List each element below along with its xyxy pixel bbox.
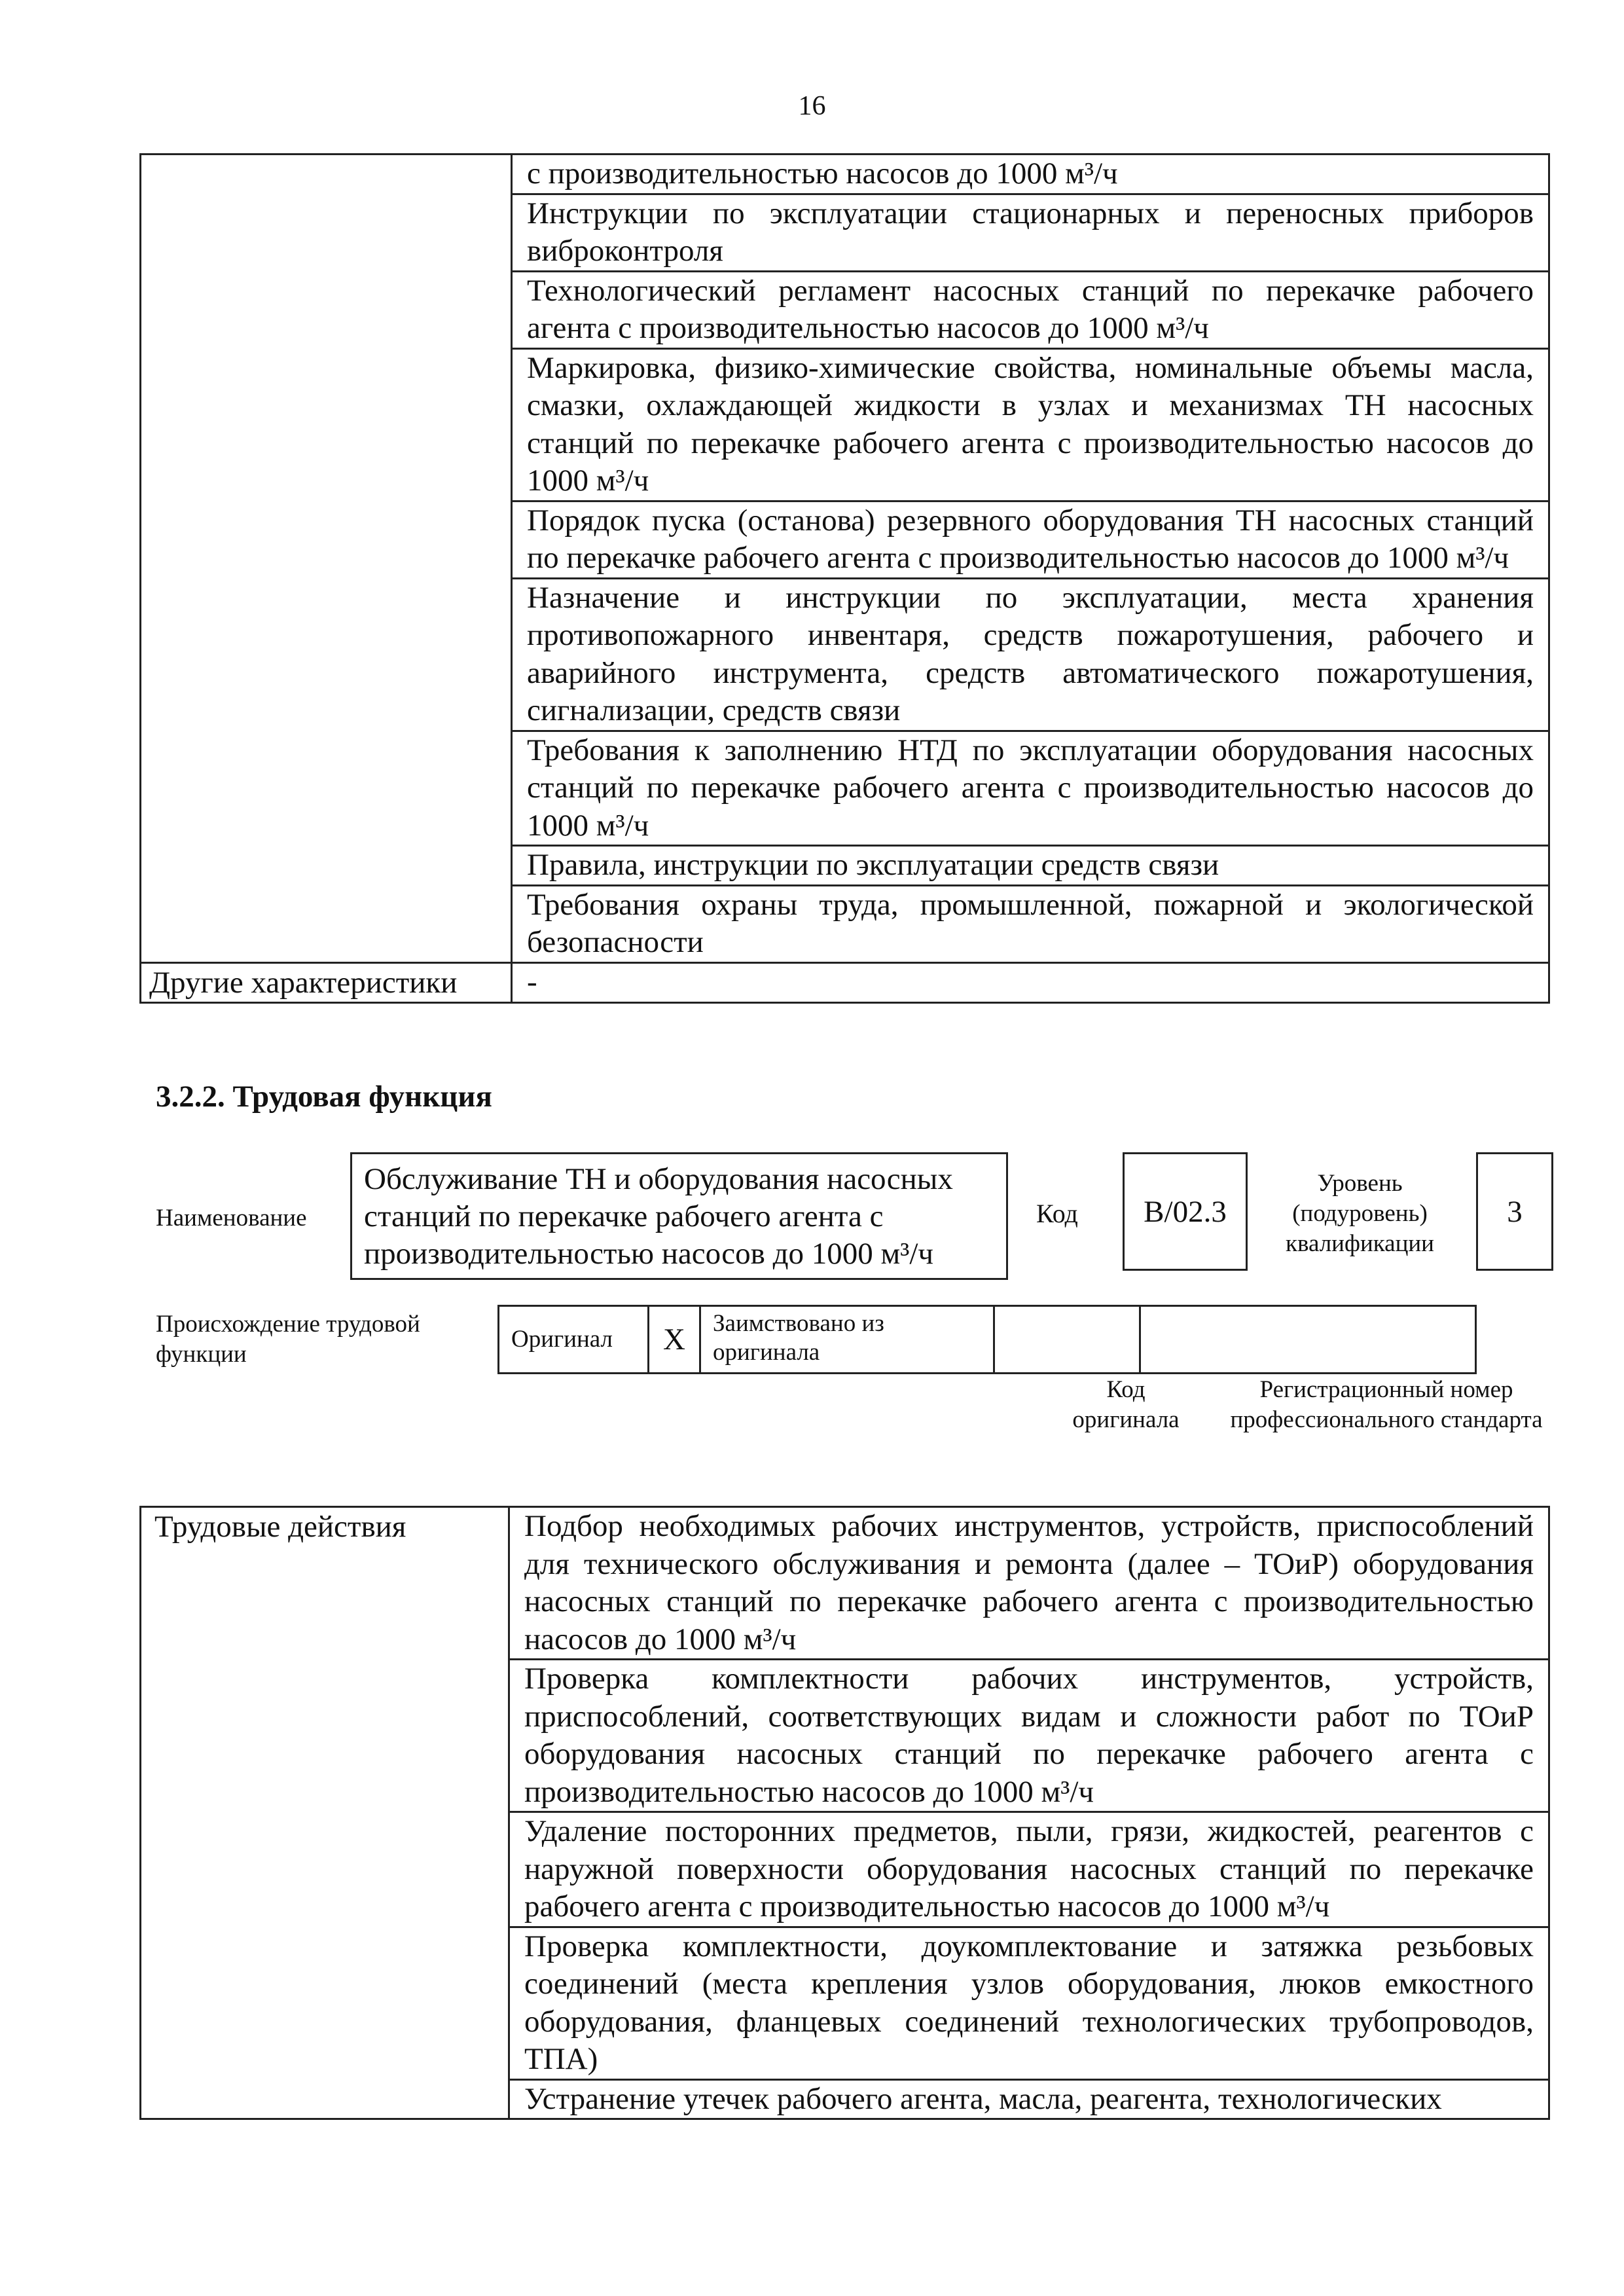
name-label: Наименование <box>156 1205 307 1231</box>
table-cell: Требования к заполнению НТД по эксплуатации оборудования насосных станций по перекачке рабочего агента с производительностью насосов до 1000 м³/ч <box>512 731 1549 846</box>
table-cell: Проверка комплектности рабочих инструментов, устройств, приспособлений, соответствующих видам и сложности работ по ТОиР оборудования насосных станций по перекачке рабочего агента с производительностью насосов до 1000 м³/ч <box>509 1660 1549 1812</box>
table-cell: Маркировка, физико-химические свойства, номинальные объемы масла, смазки, охлаждающей жидкости в узлах и механизмах ТН насосных станций по перекачке рабочего агента с производительностью насосов до 1000 м³/ч <box>512 348 1549 501</box>
registration-number-caption: Регистрационный номер профессионального стандарта <box>1230 1376 1543 1433</box>
table-cell: Удаление посторонних предметов, пыли, грязи, жидкостей, реагентов с наружной поверхности оборудования насосных станций по перекачке рабочего агента с производительностью насосов до 1000 м³/ч <box>509 1812 1549 1927</box>
table-row <box>499 1306 1476 1374</box>
original-code-caption: Код оригинала <box>1072 1376 1180 1433</box>
other-characteristics-label: Другие характеристики <box>141 962 512 1002</box>
table-row <box>141 155 1549 194</box>
table-cell: Проверка комплектности, доукомплектование и затяжка резьбовых соединений (места крепления узлов оборудования, люков емкостного оборудования, фланцевых соединений технологических трубопроводов, ТПА) <box>509 1927 1549 2079</box>
table-row <box>141 1507 1549 1660</box>
requirements-table <box>139 153 1550 1004</box>
original-code-cell <box>994 1306 1140 1374</box>
actions-label: Трудовые действия <box>141 1507 509 2119</box>
origin-table <box>497 1305 1477 1374</box>
actions-table <box>139 1506 1550 2120</box>
table-row <box>141 962 1549 1002</box>
original-mark: X <box>649 1306 700 1374</box>
origin-label: Происхождение трудовой функции <box>156 1311 420 1368</box>
table-label-cell-empty <box>141 155 512 963</box>
section-heading: 3.2.2. Трудовая функция <box>156 1080 492 1114</box>
table-cell: Подбор необходимых рабочих инструментов, устройств, приспособлений для технического обслуживания и ремонта (далее – ТОиР) оборудования насосных станций по перекачке рабочего агента с производительностью насосов до 1000 м³/ч <box>509 1507 1549 1660</box>
registration-number-cell <box>1140 1306 1476 1374</box>
other-characteristics-value: - <box>512 962 1549 1002</box>
code-label: Код <box>1036 1199 1078 1228</box>
table-cell: Назначение и инструкции по эксплуатации, места хранения противопожарного инвентаря, средств пожаротушения, рабочего и аварийного инструмента, средств автоматического пожаротушения, сигнализации, средств связи <box>512 578 1549 731</box>
table-cell: Порядок пуска (останова) резервного оборудования ТН насосных станций по перекачке рабочего агента с производительностью насосов до 1000 м³/ч <box>512 501 1549 578</box>
table-cell: с производительностью насосов до 1000 м³/ч <box>512 155 1549 194</box>
table-cell: Требования охраны труда, промышленной, пожарной и экологической безопасности <box>512 885 1549 962</box>
borrowed-label: Заимствовано из оригинала <box>700 1306 994 1374</box>
table-cell: Устранение утечек рабочего агента, масла, реагента, технологических <box>509 2079 1549 2119</box>
page-number: 16 <box>798 91 826 121</box>
table-cell: Технологический регламент насосных станций по перекачке рабочего агента с производительностью насосов до 1000 м³/ч <box>512 271 1549 348</box>
original-label: Оригинал <box>499 1306 649 1374</box>
function-code-box: B/02.3 <box>1123 1152 1248 1271</box>
table-cell: Инструкции по эксплуатации стационарных и переносных приборов виброконтроля <box>512 194 1549 271</box>
table-cell: Правила, инструкции по эксплуатации средств связи <box>512 846 1549 886</box>
level-label: Уровень (подуровень) квалификации <box>1286 1170 1434 1257</box>
qualification-level-box: 3 <box>1476 1152 1553 1271</box>
function-name-box: Обслуживание ТН и оборудования насосных станций по перекачке рабочего агента с производительностью насосов до 1000 м³/ч <box>350 1152 1008 1280</box>
